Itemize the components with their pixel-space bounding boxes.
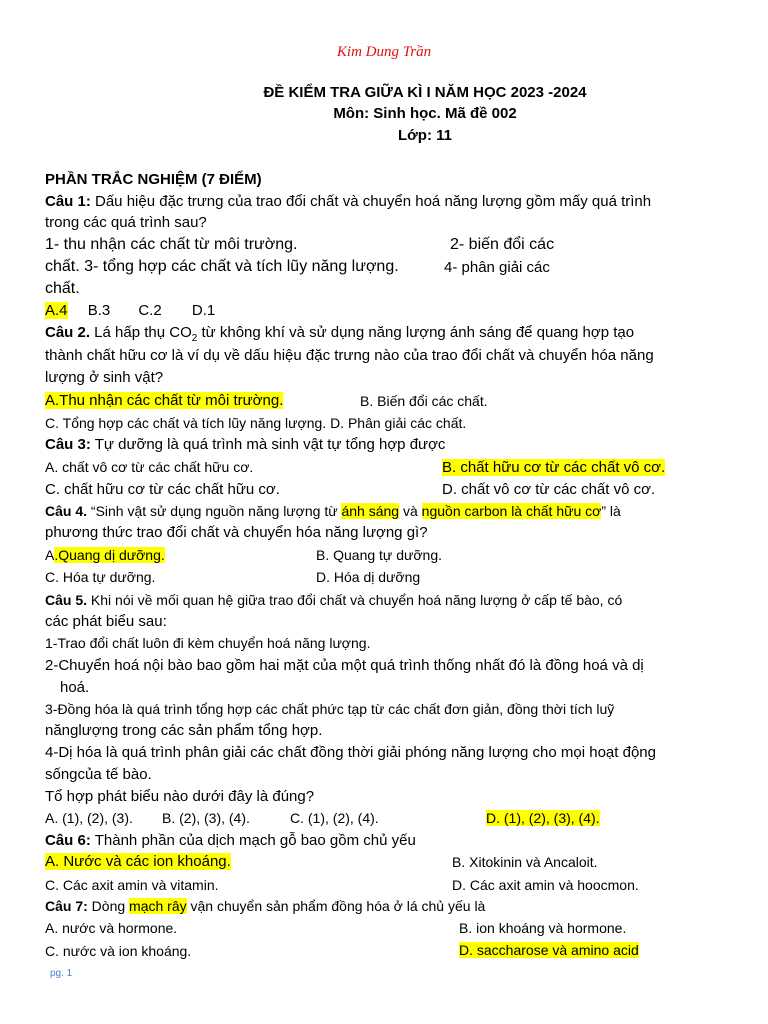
highlight-text: mạch rây xyxy=(129,898,187,914)
answer-a-prefix: A xyxy=(45,547,55,563)
answer-d-text: D. saccharose và xyxy=(459,942,568,958)
question-label: Câu 1: xyxy=(45,193,91,210)
option-line: 4- phân giải các xyxy=(444,259,550,276)
answer-a: A. chất vô cơ từ các chất hữu cơ. xyxy=(45,459,254,475)
statement-4-cont: sốngcủa tế bào. xyxy=(45,766,152,783)
section-heading: PHẦN TRẮC NGHIỆM (7 ĐIỂM) xyxy=(45,171,262,188)
question-text: “Sinh vật sử dụng nguồn năng lượng từ xyxy=(87,503,342,519)
option-line: chất. xyxy=(45,280,80,297)
question-1 xyxy=(45,193,651,210)
answer-a: A. nước và hormone. xyxy=(45,920,178,936)
subscript: 2 xyxy=(191,333,198,344)
question-7 xyxy=(45,898,485,914)
answer-d: D. chất vô cơ từ các chất vô cơ. xyxy=(442,481,656,498)
highlight-text: ánh sáng xyxy=(341,503,400,519)
question-text: Dòng xyxy=(87,898,130,914)
question-label: Câu 5. xyxy=(45,592,88,608)
option-line: chất. 3- tổng hợp các chất và tích lũy năng lượng. xyxy=(45,258,399,275)
question-text: Dấu hiệu đặc trưng của trao đổi chất và chuyển hoá năng lượng gồm mấy quá trình xyxy=(90,193,652,210)
question-2 xyxy=(45,324,634,344)
answer-c: C. Hóa tự dưỡng. xyxy=(45,569,156,585)
question-label: Câu 2. xyxy=(45,324,91,341)
question-text-line: các phát biểu sau: xyxy=(45,613,167,630)
answer-d: D. Hóa dị dưỡng xyxy=(316,569,421,585)
highlight-text: nguồn carbon là chất hữu cơ xyxy=(421,503,602,519)
question-text: từ không khí và sử dụng năng lượng ánh sáng để quang hợp tạo xyxy=(197,324,635,341)
question-text: Thành phần của dịch mạch gỗ bao gồm chủ yếu xyxy=(90,832,416,849)
answer-cd: C. Tổng hợp các chất và tích lũy năng lượng. D. Phân giải các chất. xyxy=(45,415,467,431)
question-text: và xyxy=(399,503,422,519)
answer-d xyxy=(486,810,600,826)
answer-b: B.3 xyxy=(87,302,111,319)
question-3 xyxy=(45,436,445,453)
question-4 xyxy=(45,503,621,519)
answer-a xyxy=(45,392,283,409)
answer-d-text: D. (1), (2), (3), (4). xyxy=(486,810,600,826)
question-text: Khi nói về mối quan hệ giữa trao đổi chất và chuyển hoá năng lượng ở cấp tế bào, có xyxy=(87,592,623,608)
question-text: ” là xyxy=(601,503,621,519)
statement-3: 3-Đồng hóa là quá trình tổng hợp các chất phức tạp từ các chất đơn giản, đồng thời tích luỹ xyxy=(45,701,615,717)
question-text-line: lượng ở sinh vật? xyxy=(45,369,164,386)
author-name: Kim Dung Trần xyxy=(336,44,432,60)
question-ask: Tổ hợp phát biểu nào dưới đây là đúng? xyxy=(45,788,315,805)
answer-d-text: amino acid xyxy=(567,942,639,958)
answer-c: C.2 xyxy=(138,302,162,319)
answer-a: A.4 xyxy=(45,302,68,319)
answer-c: C. (1), (2), (4). xyxy=(290,810,379,826)
question-label: Câu 3: xyxy=(45,436,91,453)
answer-d: D.1 xyxy=(191,302,216,319)
option-line: 1- thu nhận các chất từ môi trường. xyxy=(45,236,298,253)
answer-b: B. (2), (3), (4). xyxy=(162,810,250,826)
statement-3-cont: nănglượng trong các sản phẩm tổng hợp. xyxy=(45,722,323,739)
answer-b: B. ion khoáng và hormone. xyxy=(459,920,627,936)
question-text-line: thành chất hữu cơ là ví dụ về dấu hiệu đặc trưng nào của trao đổi chất và chuyển hóa năng xyxy=(45,347,654,364)
answer-a: A. (1), (2), (3). xyxy=(45,810,133,826)
answer-d xyxy=(459,942,639,958)
answer-c: C. nước và ion khoáng. xyxy=(45,943,192,959)
question-label: Câu 4. xyxy=(45,503,88,519)
answer-a xyxy=(45,853,231,870)
answer-b: B. Quang tự dưỡng. xyxy=(316,547,442,563)
statement-2-cont: hoá. xyxy=(60,679,90,696)
exam-subject: Môn: Sinh học. Mã đề 002 xyxy=(333,105,517,122)
statement-1: 1-Trao đổi chất luôn đi kèm chuyển hoá năng lượng. xyxy=(45,635,371,651)
answer-a xyxy=(45,547,165,563)
answer-a-text: .Quang dị dưỡng. xyxy=(54,547,165,563)
option-line: 2- biến đổi các xyxy=(450,236,555,253)
exam-grade: Lớp: 11 xyxy=(397,127,452,144)
answer-b xyxy=(442,459,665,476)
page-number: pg. 1 xyxy=(50,968,73,979)
question-5 xyxy=(45,592,622,608)
answer-b: B. Xitokinin và Ancaloit. xyxy=(452,854,598,870)
statement-2: 2-Chuyển hoá nội bào bao gồm hai mặt của một quá trình thống nhất đó là đồng hoá và dị xyxy=(45,657,644,674)
answer-row xyxy=(45,302,215,319)
question-text: Tự dưỡng là quá trình mà sinh vật tự tổng hợp được xyxy=(90,436,446,453)
exam-title: ĐỀ KIỂM TRA GIỮA KÌ I NĂM HỌC 2023 -2024 xyxy=(263,84,587,101)
question-text-line: phương thức trao đổi chất và chuyển hóa năng lượng gì? xyxy=(45,524,428,541)
answer-a-text: A.Thu nhận các chất từ môi trường. xyxy=(45,392,284,409)
answer-b-text: B. chất hữu cơ từ các chất vô cơ. xyxy=(442,459,666,476)
question-text-line: trong các quá trình sau? xyxy=(45,214,207,231)
answer-c: C. chất hữu cơ từ các chất hữu cơ. xyxy=(45,481,280,498)
statement-4: 4-Dị hóa là quá trình phân giải các chất đồng thời giải phóng năng lượng cho mọi hoạt động xyxy=(45,744,656,761)
question-label: Câu 6: xyxy=(45,832,91,849)
answer-c: C. Các axit amin và vitamin. xyxy=(45,877,219,893)
answer-b: B. Biến đổi các chất. xyxy=(360,393,488,409)
answer-d: D. Các axit amin và hoocmon. xyxy=(452,877,639,893)
question-text: Lá hấp thụ CO xyxy=(90,324,192,341)
answer-a-text: A. Nước và các ion khoáng. xyxy=(45,853,231,870)
question-label: Câu 7: xyxy=(45,898,88,914)
question-text: vận chuyển sản phẩm đồng hóa ở lá chủ yếu là xyxy=(186,898,486,914)
question-6 xyxy=(45,832,416,849)
